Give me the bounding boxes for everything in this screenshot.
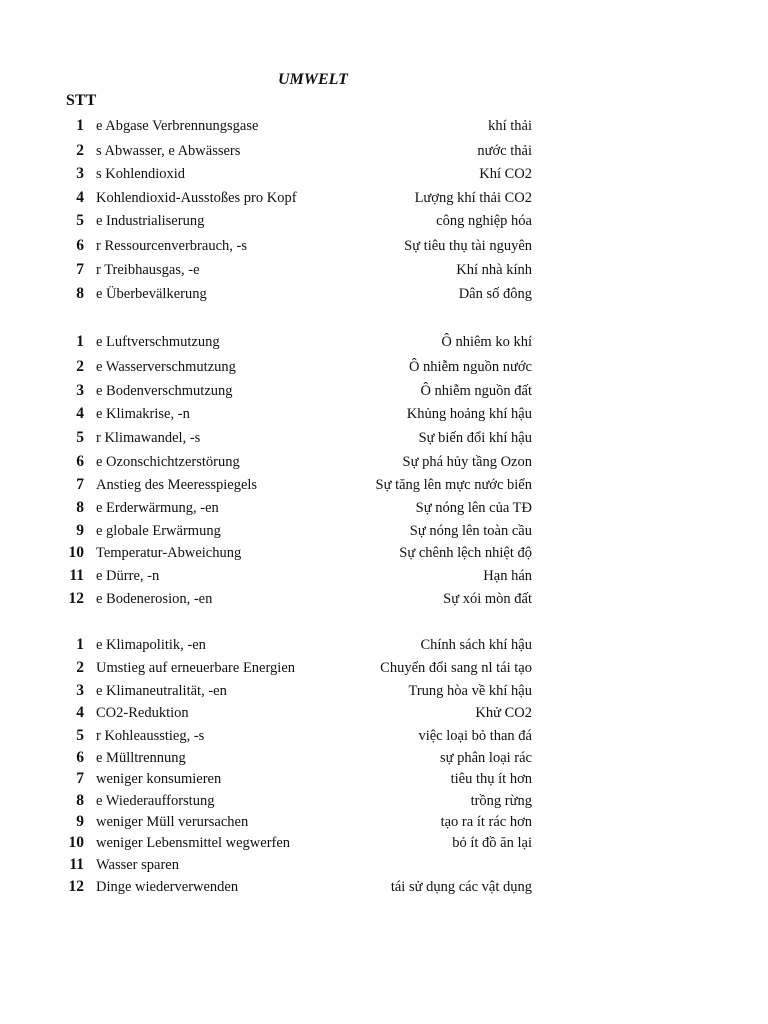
vocab-row (0, 833, 768, 855)
vietnamese-translation: Sự tiêu thụ tài nguyên (404, 238, 532, 254)
vietnamese-translation: Sự nóng lên toàn cầu (409, 523, 532, 539)
german-term: Dinge wiederverwenden (96, 879, 239, 895)
german-term: Wasser sparen (96, 857, 179, 873)
vietnamese-translation: Sự tăng lên mực nước biển (375, 477, 532, 493)
vocab-row (0, 681, 768, 703)
vocab-row (0, 498, 768, 520)
german-term: e Industrialiserung (96, 213, 205, 229)
vocab-row (0, 748, 768, 770)
vietnamese-translation: Ô nhiễm nguồn nước (408, 359, 532, 375)
german-term: e Klimakrise, -n (96, 406, 190, 422)
row-number: 9 (76, 522, 84, 539)
row-number: 3 (76, 382, 84, 399)
german-term: e Klimapolitik, -en (96, 637, 206, 653)
german-term: Umstieg auf erneuerbare Energien (96, 660, 296, 676)
row-number: 7 (76, 261, 84, 278)
row-number: 11 (69, 856, 84, 873)
vocab-row (0, 635, 768, 657)
german-term: r Treibhausgas, -e (96, 262, 200, 278)
row-number: 10 (68, 544, 84, 561)
vietnamese-translation: việc loại bỏ than đá (418, 728, 532, 744)
vietnamese-translation: công nghiệp hóa (436, 213, 532, 229)
row-number: 6 (76, 237, 84, 254)
vocab-row (0, 284, 768, 306)
row-number: 12 (68, 878, 84, 895)
german-term: s Kohlendioxid (96, 166, 186, 182)
german-term: e Ozonschichtzerstörung (96, 454, 240, 470)
vocab-row (0, 260, 768, 282)
vietnamese-translation: Trung hòa về khí hậu (408, 683, 532, 699)
row-number: 7 (76, 476, 84, 493)
vietnamese-translation: khí thải (488, 118, 532, 134)
german-term: s Abwasser, e Abwässers (96, 143, 241, 159)
vocab-row (0, 164, 768, 186)
vocab-row (0, 381, 768, 403)
vocab-row (0, 141, 768, 163)
vietnamese-translation: Chính sách khí hậu (420, 637, 532, 653)
german-term: e Luftverschmutzung (96, 334, 220, 350)
row-number: 12 (68, 590, 84, 607)
vocab-row (0, 812, 768, 834)
vietnamese-translation: Sự nóng lên của TĐ (415, 500, 532, 516)
row-number: 1 (76, 636, 84, 653)
german-term: CO2-Reduktion (96, 705, 189, 721)
vocab-row (0, 658, 768, 680)
row-number: 9 (76, 813, 84, 830)
german-term: e Mülltrennung (96, 750, 186, 766)
german-term: e Klimaneutralität, -en (96, 683, 227, 699)
vocab-row (0, 428, 768, 450)
vocab-row (0, 236, 768, 258)
row-number: 2 (76, 142, 84, 159)
german-term: r Klimawandel, -s (96, 430, 201, 446)
vocab-row (0, 188, 768, 210)
vocab-row (0, 475, 768, 497)
vietnamese-translation: Khí nhà kính (456, 262, 532, 278)
german-term: weniger konsumieren (96, 771, 222, 787)
vietnamese-translation: Sự xói mòn đất (443, 591, 532, 607)
vocab-row (0, 589, 768, 611)
vocab-row (0, 116, 768, 138)
vietnamese-translation: tạo ra ít rác hơn (440, 814, 532, 830)
vietnamese-translation: Khí CO2 (479, 166, 532, 182)
row-number: 5 (76, 429, 84, 446)
german-term: weniger Lebensmittel wegwerfen (96, 835, 291, 851)
vietnamese-translation: Hạn hán (483, 568, 532, 584)
row-number: 7 (76, 770, 84, 787)
row-number: 1 (76, 333, 84, 350)
vietnamese-translation: Chuyển đổi sang nl tái tạo (380, 660, 532, 676)
vietnamese-translation: tái sử dụng các vật dụng (390, 879, 532, 895)
german-term: e Erderwärmung, -en (96, 500, 219, 516)
row-number: 8 (76, 285, 84, 302)
vocab-row (0, 332, 768, 354)
vocab-row (0, 543, 768, 565)
vietnamese-translation: bỏ ít đồ ăn lại (452, 835, 532, 851)
vietnamese-translation: Sự phá hủy tầng Ozon (402, 454, 532, 470)
german-term: e Wasserverschmutzung (96, 359, 236, 375)
row-number: 6 (76, 453, 84, 470)
row-number: 5 (76, 727, 84, 744)
vocab-row (0, 726, 768, 748)
german-term: e Überbevälkerung (96, 286, 207, 302)
row-number: 6 (76, 749, 84, 766)
german-term: Kohlendioxid-Ausstoßes pro Kopf (96, 190, 297, 206)
vocab-row (0, 769, 768, 791)
row-number: 8 (76, 499, 84, 516)
row-number: 4 (76, 704, 84, 721)
row-number: 2 (76, 659, 84, 676)
row-number: 11 (69, 567, 84, 584)
vietnamese-translation: Ô nhiễm nguồn đất (420, 383, 532, 399)
vietnamese-translation: nước thải (477, 143, 532, 159)
row-number: 10 (68, 834, 84, 851)
german-term: e Abgase Verbrennungsgase (96, 118, 259, 134)
vietnamese-translation: tiêu thụ ít hơn (450, 771, 532, 787)
german-term: e globale Erwärmung (96, 523, 221, 539)
german-term: weniger Müll verursachen (96, 814, 249, 830)
vocab-row (0, 452, 768, 474)
german-term: e Bodenerosion, -en (96, 591, 213, 607)
vocab-row (0, 211, 768, 233)
row-number: 3 (76, 165, 84, 182)
document-title: UMWELT (278, 71, 348, 88)
vocab-row (0, 521, 768, 543)
row-number: 4 (76, 189, 84, 206)
vocab-row (0, 566, 768, 588)
vocab-row (0, 855, 768, 877)
row-number: 2 (76, 358, 84, 375)
vocab-row (0, 791, 768, 813)
german-term: Anstieg des Meeresspiegels (96, 477, 258, 493)
vocab-row (0, 877, 768, 899)
german-term: r Ressourcenverbrauch, -s (96, 238, 247, 254)
german-term: e Wiederaufforstung (96, 793, 215, 809)
german-term: Temperatur-Abweichung (96, 545, 242, 561)
stt-header: STT (66, 92, 97, 109)
vietnamese-translation: Lượng khí thải CO2 (414, 190, 532, 206)
german-term: e Bodenverschmutzung (96, 383, 233, 399)
vietnamese-translation: Sự chênh lệch nhiệt độ (399, 545, 532, 561)
row-number: 4 (76, 405, 84, 422)
vietnamese-translation: sự phân loại rác (439, 750, 532, 766)
row-number: 5 (76, 212, 84, 229)
row-number: 8 (76, 792, 84, 809)
vocab-row (0, 703, 768, 725)
vietnamese-translation: Dân số đông (458, 286, 532, 302)
vietnamese-translation: Khủng hoảng khí hậu (406, 406, 532, 422)
row-number: 3 (76, 682, 84, 699)
german-term: e Dürre, -n (96, 568, 160, 584)
vietnamese-translation: Khử CO2 (475, 705, 532, 721)
vietnamese-translation: Ô nhiêm ko khí (441, 334, 532, 350)
vocab-row (0, 357, 768, 379)
row-number: 1 (76, 117, 84, 134)
vietnamese-translation: trồng rừng (470, 793, 532, 809)
german-term: r Kohleausstieg, -s (96, 728, 205, 744)
vietnamese-translation: Sự biến đổi khí hậu (418, 430, 532, 446)
vocab-row (0, 404, 768, 426)
